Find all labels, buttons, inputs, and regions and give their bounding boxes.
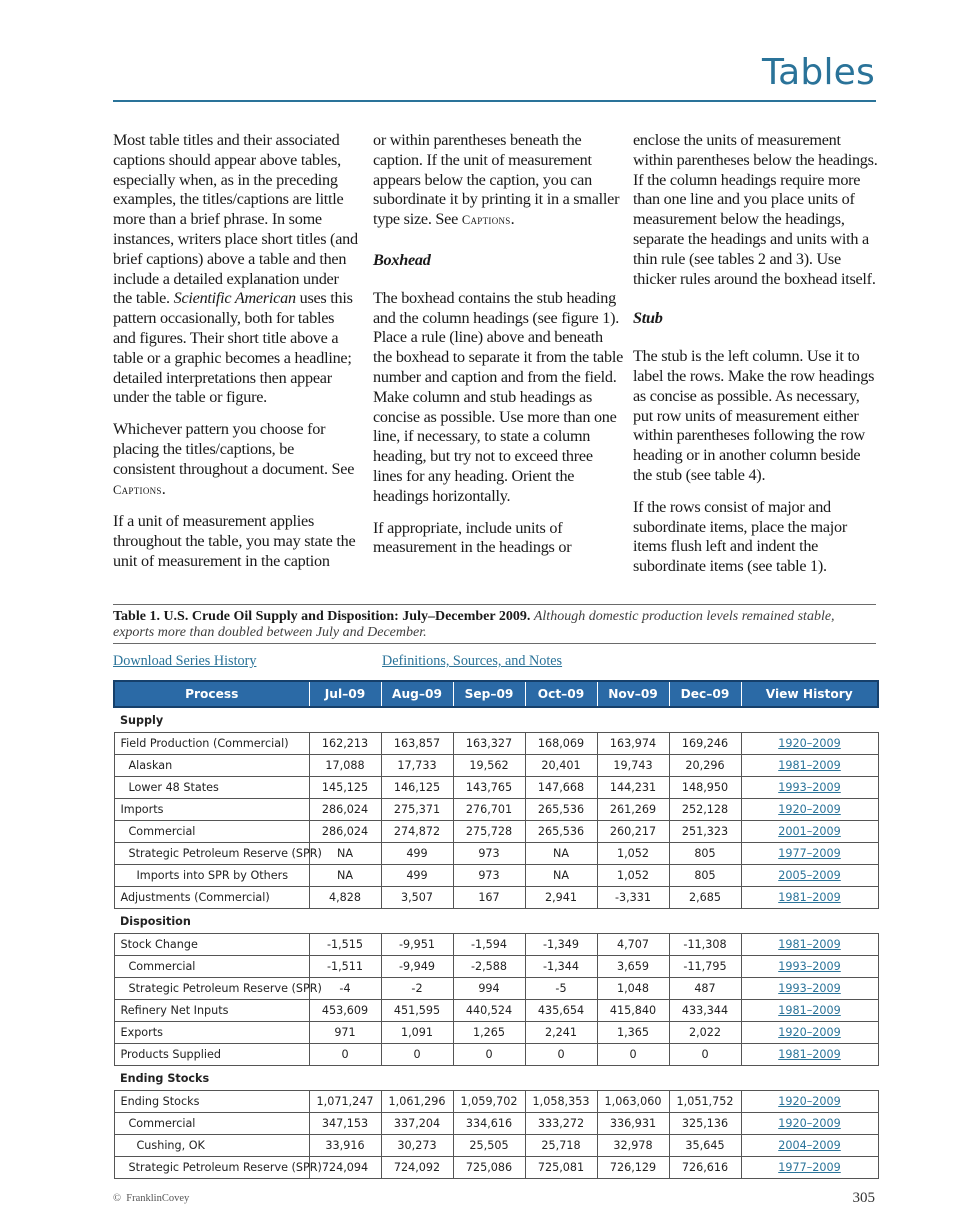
crude-oil-table bbox=[113, 680, 879, 1179]
table-cell: 275,371 bbox=[381, 799, 453, 821]
table-cell: 0 bbox=[525, 1044, 597, 1066]
table-cell: 433,344 bbox=[669, 1000, 741, 1022]
row-label: Commercial bbox=[114, 821, 309, 843]
table-row bbox=[114, 821, 878, 843]
row-label: Ending Stocks bbox=[114, 1091, 309, 1113]
row-label: Imports into SPR by Others bbox=[114, 865, 309, 887]
paragraph: Whichever pattern you choose for placing the titles/captions, be consistent throughout a document. See Captions. bbox=[113, 420, 355, 498]
table-cell: 265,536 bbox=[525, 821, 597, 843]
view-history-link[interactable]: 1920–2009 bbox=[741, 1113, 878, 1135]
page-title: Tables bbox=[761, 52, 875, 93]
table-cell: -3,331 bbox=[597, 887, 669, 909]
view-history-link[interactable]: 1920–2009 bbox=[741, 733, 878, 755]
table-cell: 453,609 bbox=[309, 1000, 381, 1022]
captions-reference: Captions bbox=[113, 482, 162, 497]
view-history-link[interactable]: 1981–2009 bbox=[741, 934, 878, 956]
section-heading-boxhead: Boxhead bbox=[373, 250, 431, 269]
column-header-process: Process bbox=[114, 681, 309, 707]
row-label: Alaskan bbox=[114, 755, 309, 777]
table-cell: 805 bbox=[669, 865, 741, 887]
section-row bbox=[114, 707, 878, 733]
view-history-link[interactable]: 1981–2009 bbox=[741, 1000, 878, 1022]
table-cell: 2,685 bbox=[669, 887, 741, 909]
table-cell: -1,511 bbox=[309, 956, 381, 978]
table-cell: 726,129 bbox=[597, 1157, 669, 1179]
table-cell: 286,024 bbox=[309, 799, 381, 821]
table-row bbox=[114, 755, 878, 777]
table-cell: 274,872 bbox=[381, 821, 453, 843]
paragraph: If the rows consist of major and subordinate items, place the major items flush left and indent the subordinate items (see table 1). bbox=[633, 497, 848, 576]
table-cell: 32,978 bbox=[597, 1135, 669, 1157]
table-cell: 169,246 bbox=[669, 733, 741, 755]
table-cell: 487 bbox=[669, 978, 741, 1000]
table-row bbox=[114, 887, 878, 909]
captions-reference: Captions bbox=[461, 213, 511, 228]
table-cell: 725,081 bbox=[525, 1157, 597, 1179]
table-cell: 19,562 bbox=[453, 755, 525, 777]
title-rule bbox=[113, 100, 876, 102]
table-cell: 30,273 bbox=[381, 1135, 453, 1157]
section-heading-stub: Stub bbox=[633, 309, 663, 328]
table-cell: 1,051,752 bbox=[669, 1091, 741, 1113]
paragraph: enclose the units of measurement within parentheses below the headings. If the column headings require more than one line and you place units of measurement below the headings, separate the headings and units with a thin rule (see tables 2 and 3). Use thicker rules around the boxhead itself. bbox=[633, 131, 878, 288]
table-cell: NA bbox=[309, 865, 381, 887]
view-history-link[interactable]: 2005–2009 bbox=[741, 865, 878, 887]
footer-logo: © FranklinCovey bbox=[113, 1193, 190, 1204]
column-header-jul: Jul–09 bbox=[309, 681, 381, 707]
table-cell: 167 bbox=[453, 887, 525, 909]
table-cell: 334,616 bbox=[453, 1113, 525, 1135]
table-cell: -9,949 bbox=[381, 956, 453, 978]
table-row bbox=[114, 733, 878, 755]
table-row bbox=[114, 843, 878, 865]
table-cell: 440,524 bbox=[453, 1000, 525, 1022]
caption-rule-bottom bbox=[113, 643, 876, 644]
table-cell: 0 bbox=[309, 1044, 381, 1066]
table-cell: 0 bbox=[381, 1044, 453, 1066]
table-cell: 162,213 bbox=[309, 733, 381, 755]
table-header-row bbox=[114, 681, 878, 707]
view-history-link[interactable]: 1920–2009 bbox=[741, 1022, 878, 1044]
text-column-2 bbox=[373, 131, 623, 570]
table-cell: 973 bbox=[453, 843, 525, 865]
paragraph: The stub is the left column. Use it to label the rows. Make the row headings as concise as possible. As necessary, put row units of measurement either within parentheses following the row heading or in another column beside the stub (see table 4). bbox=[633, 347, 875, 484]
table-row bbox=[114, 934, 878, 956]
table-cell: -1,515 bbox=[309, 934, 381, 956]
text-column-3 bbox=[633, 131, 881, 589]
table-cell: -11,795 bbox=[669, 956, 741, 978]
view-history-link[interactable]: 1977–2009 bbox=[741, 1157, 878, 1179]
table-cell: 1,058,353 bbox=[525, 1091, 597, 1113]
view-history-link[interactable]: 1920–2009 bbox=[741, 1091, 878, 1113]
table-row bbox=[114, 1113, 878, 1135]
column-header-oct: Oct–09 bbox=[525, 681, 597, 707]
table-cell: 25,505 bbox=[453, 1135, 525, 1157]
table-cell: 146,125 bbox=[381, 777, 453, 799]
row-label: Lower 48 States bbox=[114, 777, 309, 799]
table-cell: 168,069 bbox=[525, 733, 597, 755]
section-title: Ending Stocks bbox=[120, 1071, 210, 1085]
column-header-dec: Dec–09 bbox=[669, 681, 741, 707]
download-series-history-link[interactable]: Download Series History bbox=[113, 653, 257, 669]
table-cell: 415,840 bbox=[597, 1000, 669, 1022]
table-cell: 337,204 bbox=[381, 1113, 453, 1135]
column-header-sep: Sep–09 bbox=[453, 681, 525, 707]
table-cell: 143,765 bbox=[453, 777, 525, 799]
table-cell: NA bbox=[309, 843, 381, 865]
row-label: Exports bbox=[114, 1022, 309, 1044]
table-cell: 724,094 bbox=[309, 1157, 381, 1179]
section-title: Supply bbox=[120, 713, 164, 727]
section-row bbox=[114, 1066, 878, 1091]
table-cell: 1,265 bbox=[453, 1022, 525, 1044]
table-cell: 265,536 bbox=[525, 799, 597, 821]
table-cell: -1,344 bbox=[525, 956, 597, 978]
row-label: Products Supplied bbox=[114, 1044, 309, 1066]
table-cell: 276,701 bbox=[453, 799, 525, 821]
table-cell: 1,071,247 bbox=[309, 1091, 381, 1113]
definitions-sources-notes-link[interactable]: Definitions, Sources, and Notes bbox=[382, 653, 563, 669]
row-label: Field Production (Commercial) bbox=[114, 733, 309, 755]
table-cell: 20,296 bbox=[669, 755, 741, 777]
table-row bbox=[114, 777, 878, 799]
table-cell: 347,153 bbox=[309, 1113, 381, 1135]
table-cell: 971 bbox=[309, 1022, 381, 1044]
table-cell: 0 bbox=[453, 1044, 525, 1066]
table-row bbox=[114, 1091, 878, 1113]
table-row bbox=[114, 956, 878, 978]
table-cell: 0 bbox=[597, 1044, 669, 1066]
table-cell: 35,645 bbox=[669, 1135, 741, 1157]
table-cell: 252,128 bbox=[669, 799, 741, 821]
view-history-link[interactable]: 1981–2009 bbox=[741, 887, 878, 909]
table-cell: 286,024 bbox=[309, 821, 381, 843]
table-cell: 3,659 bbox=[597, 956, 669, 978]
table-cell: 333,272 bbox=[525, 1113, 597, 1135]
table-cell: 725,086 bbox=[453, 1157, 525, 1179]
table-cell: 163,327 bbox=[453, 733, 525, 755]
view-history-link[interactable]: 1993–2009 bbox=[741, 777, 878, 799]
table-cell: NA bbox=[525, 865, 597, 887]
page-number: 305 bbox=[852, 1190, 875, 1206]
table-cell: 1,052 bbox=[597, 865, 669, 887]
table-cell: 3,507 bbox=[381, 887, 453, 909]
table-cell: 1,059,702 bbox=[453, 1091, 525, 1113]
table-cell: -2 bbox=[381, 978, 453, 1000]
table-cell: -4 bbox=[309, 978, 381, 1000]
table-caption bbox=[113, 609, 876, 641]
view-history-link[interactable]: 2001–2009 bbox=[741, 821, 878, 843]
table-cell: 17,088 bbox=[309, 755, 381, 777]
table-cell: 1,061,296 bbox=[381, 1091, 453, 1113]
table-cell: 994 bbox=[453, 978, 525, 1000]
section-title: Disposition bbox=[120, 914, 191, 928]
row-label: Strategic Petroleum Reserve (SPR) bbox=[114, 843, 309, 865]
row-label: Strategic Petroleum Reserve (SPR) bbox=[114, 1157, 309, 1179]
view-history-link[interactable]: 1993–2009 bbox=[741, 956, 878, 978]
caption-rule-top bbox=[113, 604, 876, 605]
row-label: Adjustments (Commercial) bbox=[114, 887, 309, 909]
table-cell: -5 bbox=[525, 978, 597, 1000]
table-caption-text: Although domestic production levels remained stable, exports more than doubled between July and December. bbox=[113, 609, 835, 640]
table-caption-title: Table 1. U.S. Crude Oil Supply and Disposition: July–December 2009. bbox=[113, 609, 531, 624]
table-cell: 19,743 bbox=[597, 755, 669, 777]
table-row bbox=[114, 1022, 878, 1044]
table-cell: 20,401 bbox=[525, 755, 597, 777]
view-history-link[interactable]: 1993–2009 bbox=[741, 978, 878, 1000]
table-cell: 805 bbox=[669, 843, 741, 865]
table-cell: 1,365 bbox=[597, 1022, 669, 1044]
row-label: Refinery Net Inputs bbox=[114, 1000, 309, 1022]
paragraph: If appropriate, include units of measurement in the headings or bbox=[373, 518, 572, 557]
column-header-aug: Aug–09 bbox=[381, 681, 453, 707]
table-cell: 1,091 bbox=[381, 1022, 453, 1044]
row-label: Cushing, OK bbox=[114, 1135, 309, 1157]
table-body bbox=[114, 707, 878, 1179]
paragraph: The boxhead contains the stub heading and the column headings (see figure 1). Place a rule (line) above and beneath the boxhead to separate it from the table number and caption and from the field. Make column and stub headings as concise as possible. Use more than one line, if necessary, to state a column heading, but try not to exceed three lines for any heading. Orient the headings horizontally. bbox=[373, 288, 623, 505]
table-cell: 1,063,060 bbox=[597, 1091, 669, 1113]
view-history-link[interactable]: 2004–2009 bbox=[741, 1135, 878, 1157]
table-cell: 499 bbox=[381, 843, 453, 865]
table-cell: 163,857 bbox=[381, 733, 453, 755]
column-header-view-history: View History bbox=[741, 681, 878, 707]
table-row bbox=[114, 978, 878, 1000]
table-cell: -1,594 bbox=[453, 934, 525, 956]
table-cell: 2,241 bbox=[525, 1022, 597, 1044]
view-history-link[interactable]: 1920–2009 bbox=[741, 799, 878, 821]
table-cell: 325,136 bbox=[669, 1113, 741, 1135]
table-cell: 261,269 bbox=[597, 799, 669, 821]
table-cell: 0 bbox=[669, 1044, 741, 1066]
table-cell: 144,231 bbox=[597, 777, 669, 799]
table-cell: 147,668 bbox=[525, 777, 597, 799]
table-cell: 25,718 bbox=[525, 1135, 597, 1157]
section-row bbox=[114, 909, 878, 934]
table-row bbox=[114, 1000, 878, 1022]
paragraph: or within parentheses beneath the caption. If the unit of measurement appears below the caption, you can subordinate it by printing it in a smaller type size. See Captions. bbox=[373, 131, 620, 229]
paragraph: If a unit of measurement applies throughout the table, you may state the unit of measurement in the caption bbox=[113, 512, 356, 570]
table-cell: NA bbox=[525, 843, 597, 865]
table-cell: 726,616 bbox=[669, 1157, 741, 1179]
table-row bbox=[114, 1044, 878, 1066]
table-cell: 451,595 bbox=[381, 1000, 453, 1022]
table-cell: 499 bbox=[381, 865, 453, 887]
table-cell: 1,052 bbox=[597, 843, 669, 865]
table-cell: 145,125 bbox=[309, 777, 381, 799]
table-cell: -2,588 bbox=[453, 956, 525, 978]
row-label: Stock Change bbox=[114, 934, 309, 956]
table-cell: 148,950 bbox=[669, 777, 741, 799]
table-cell: 724,092 bbox=[381, 1157, 453, 1179]
table-cell: 1,048 bbox=[597, 978, 669, 1000]
table-cell: 435,654 bbox=[525, 1000, 597, 1022]
view-history-link[interactable]: 1977–2009 bbox=[741, 843, 878, 865]
text-column-1 bbox=[113, 131, 358, 584]
row-label: Strategic Petroleum Reserve (SPR) bbox=[114, 978, 309, 1000]
table-cell: 17,733 bbox=[381, 755, 453, 777]
view-history-link[interactable]: 1981–2009 bbox=[741, 755, 878, 777]
table-cell: 973 bbox=[453, 865, 525, 887]
view-history-link[interactable]: 1981–2009 bbox=[741, 1044, 878, 1066]
row-label: Commercial bbox=[114, 1113, 309, 1135]
table-cell: 4,828 bbox=[309, 887, 381, 909]
table-cell: -1,349 bbox=[525, 934, 597, 956]
table-cell: 251,323 bbox=[669, 821, 741, 843]
table-cell: 163,974 bbox=[597, 733, 669, 755]
row-label: Commercial bbox=[114, 956, 309, 978]
table-cell: 260,217 bbox=[597, 821, 669, 843]
table-cell: 336,931 bbox=[597, 1113, 669, 1135]
table-cell: -11,308 bbox=[669, 934, 741, 956]
table-cell: 2,941 bbox=[525, 887, 597, 909]
table-cell: -9,951 bbox=[381, 934, 453, 956]
row-label: Imports bbox=[114, 799, 309, 821]
table-cell: 275,728 bbox=[453, 821, 525, 843]
paragraph: Most table titles and their associated captions should appear above tables, especially when, as in the preceding examples, the titles/captions are little more than a brief phrase. In some instances, writers place short titles (and brief captions) above a table and then include a detailed explanation under the table. Scientific American uses this pattern occasionally, both for tables and figures. Their short title above a table or a graphic becomes a headline; detailed interpretations then appear under the table or figure. bbox=[113, 131, 358, 407]
table-row bbox=[114, 799, 878, 821]
column-header-nov: Nov–09 bbox=[597, 681, 669, 707]
table-row bbox=[114, 1135, 878, 1157]
table-cell: 33,916 bbox=[309, 1135, 381, 1157]
table-row bbox=[114, 1157, 878, 1179]
copyright-icon: © bbox=[113, 1193, 121, 1204]
table-row bbox=[114, 865, 878, 887]
table-cell: 2,022 bbox=[669, 1022, 741, 1044]
table-cell: 4,707 bbox=[597, 934, 669, 956]
